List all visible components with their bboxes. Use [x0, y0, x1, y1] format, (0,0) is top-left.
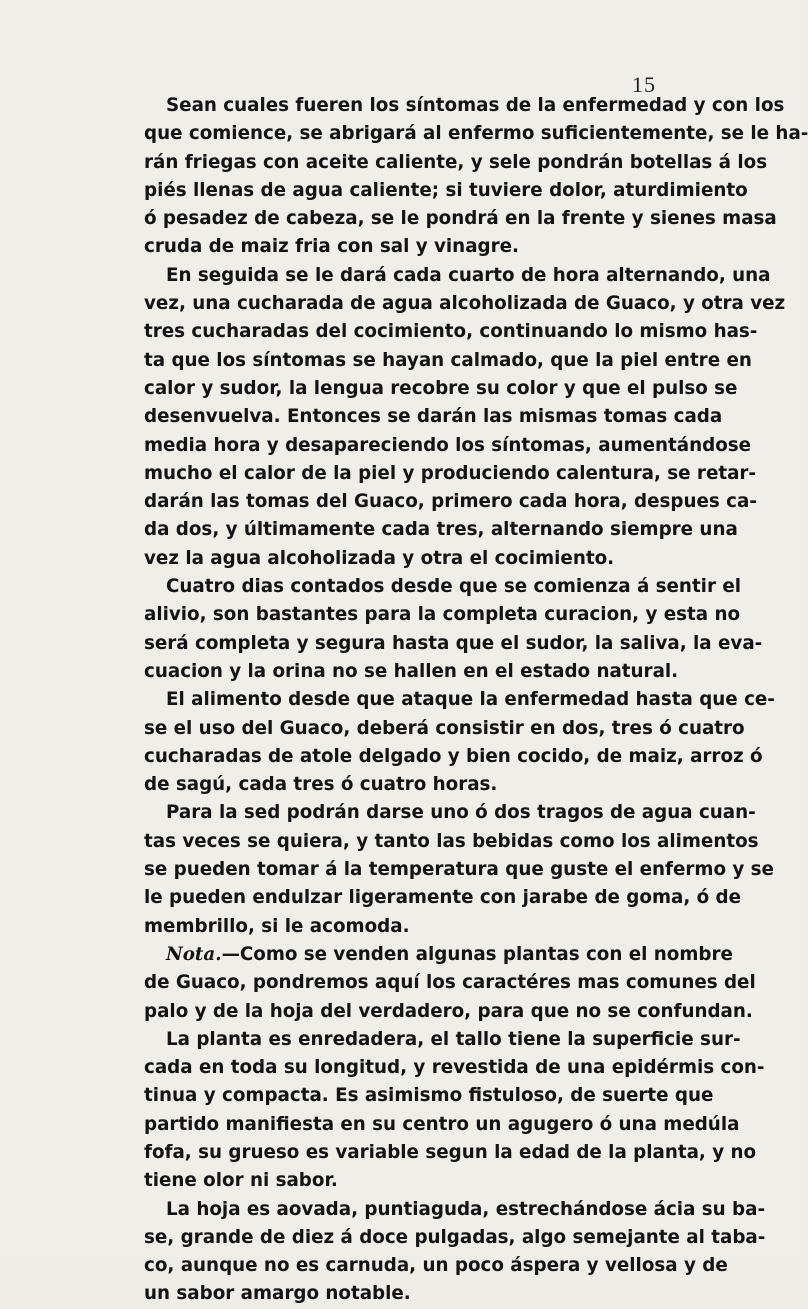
page-number: 15	[632, 72, 656, 97]
text-line: se, grande de diez á doce pulgadas, algo semejante al taba-	[144, 1226, 766, 1248]
text-line: calor y sudor, la lengua recobre su color y que el pulso se	[144, 377, 738, 399]
text-line: un sabor amargo notable.	[144, 1283, 411, 1305]
nota-text: —Como se venden algunas plantas con el nombre	[221, 943, 733, 965]
text-line: tas veces se quiera, y tanto las bebidas como los alimentos	[144, 830, 759, 852]
text-line: de Guaco, pondremos aquí los caractéres mas comunes del	[144, 972, 756, 994]
text-line: media hora y desapareciendo los síntomas, aumentándose	[144, 434, 752, 456]
text-line	[144, 941, 733, 969]
nota-label: Nota.	[166, 943, 222, 965]
text-line: ó pesadez de cabeza, se le pondrá en la frente y sienes masa	[144, 208, 777, 230]
text-line: membrillo, si le acomoda.	[144, 915, 410, 937]
text-line: Cuatro dias contados desde que se comienza á sentir el	[166, 576, 741, 598]
text-line: tres cucharadas del cocimiento, continuando lo mismo has-	[144, 321, 758, 343]
text-line: cuacion y la orina no se hallen en el estado natural.	[144, 660, 679, 682]
text-line: cruda de maiz fria con sal y vinagre.	[144, 236, 519, 258]
text-line: tinua y compacta. Es asimismo fistuloso, de suerte que	[144, 1085, 714, 1107]
text-line: En seguida se le dará cada cuarto de hora alternando, una	[166, 264, 771, 286]
text-line: ta que los síntomas se hayan calmado, que la piel entre en	[144, 349, 752, 371]
body-text	[144, 92, 808, 1309]
text-line: vez, una cucharada de agua alcoholizada de Guaco, y otra vez	[144, 293, 786, 315]
text-line: Sean cuales fueren los síntomas de la enfermedad y con los	[166, 95, 785, 116]
text-line: palo y de la hoja del verdadero, para que no se confundan.	[144, 1000, 753, 1022]
text-line: mucho el calor de la piel y produciendo calentura, se retar-	[144, 462, 757, 484]
text-line: co, aunque no es carnuda, un poco áspera y vellosa y de	[144, 1255, 728, 1277]
text-line: le pueden endulzar ligeramente con jarabe de goma, ó de	[144, 887, 742, 909]
text-line: partido manifiesta en su centro un agugero ó una medúla	[144, 1113, 740, 1135]
text-line: se el uso del Guaco, deberá consistir en dos, tres ó cuatro	[144, 717, 745, 739]
text-line: rán friegas con aceite caliente, y sele pondrán botellas á los	[144, 151, 768, 173]
text-line: Para la sed podrán darse uno ó dos tragos de agua cuan-	[166, 802, 756, 824]
text-line: cucharadas de atole delgado y bien cocido, de maiz, arroz ó	[144, 745, 763, 767]
text-line: La hoja es aovada, puntiaguda, estrechándose ácia su ba-	[166, 1198, 766, 1220]
text-line: darán las tomas del Guaco, primero cada hora, despues ca-	[144, 491, 757, 513]
text-line: fofa, su grueso es variable segun la edad de la planta, y no	[144, 1141, 757, 1163]
text-line: tiene olor ni sabor.	[144, 1170, 338, 1192]
text-line: que comience, se abrigará al enfermo suficientemente, se le ha-	[144, 123, 808, 145]
text-line: alivio, son bastantes para la completa curacion, y esta no	[144, 604, 741, 626]
text-line: piés llenas de agua caliente; si tuviere dolor, aturdimiento	[144, 179, 748, 201]
text-line: de sagú, cada tres ó cuatro horas.	[144, 774, 498, 796]
text-line: La planta es enredadera, el tallo tiene la superficie sur-	[166, 1028, 741, 1050]
text-line: da dos, y últimamente cada tres, alternando siempre una	[144, 519, 738, 541]
text-line: El alimento desde que ataque la enfermedad hasta que ce-	[166, 689, 775, 711]
text-line: se pueden tomar á la temperatura que guste el enfermo y se	[144, 859, 774, 881]
text-line: cada en toda su longitud, y revestida de una epidérmis con-	[144, 1057, 765, 1079]
text-line: vez la agua alcoholizada y otra el cocimiento.	[144, 547, 615, 569]
text-line: será completa y segura hasta que el sudor, la saliva, la eva-	[144, 632, 763, 654]
text-line: desenvuelva. Entonces se darán las mismas tomas cada	[144, 406, 723, 428]
